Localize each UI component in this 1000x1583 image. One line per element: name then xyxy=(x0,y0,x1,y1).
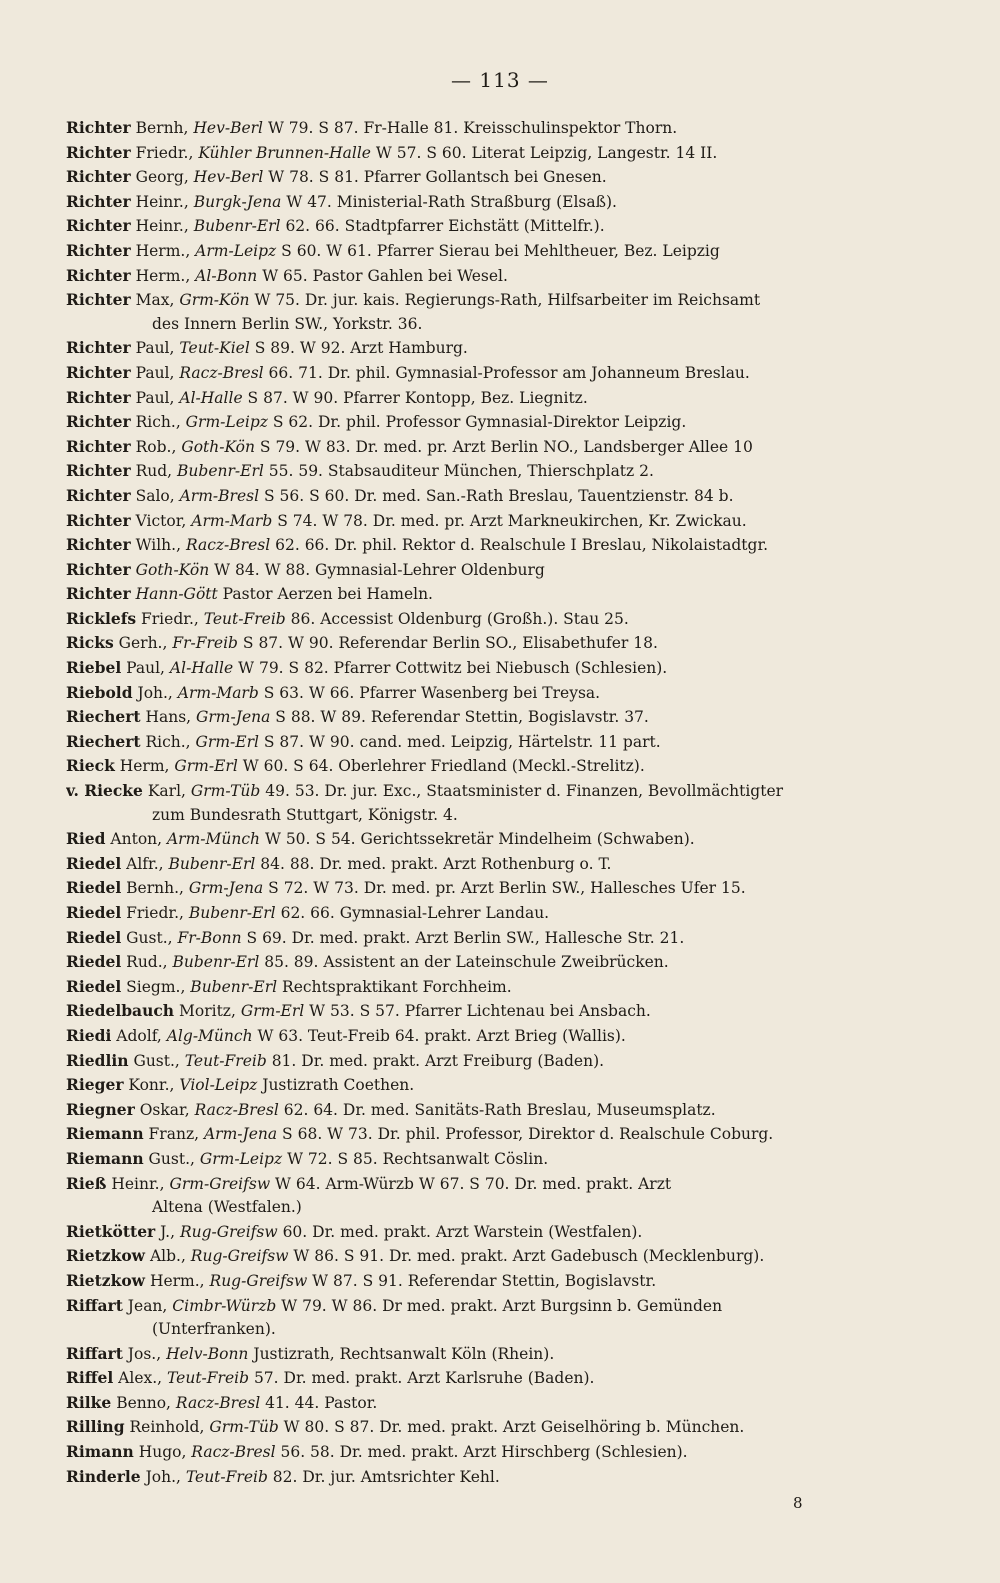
entry-corps: Hann-Gött xyxy=(130,585,218,604)
entry-corps: Rug-Greifsw xyxy=(204,1271,308,1290)
entry-given-name: Reinhold, xyxy=(124,1418,205,1437)
entry-given-name: Herm., xyxy=(130,241,191,260)
entry-name: Richter xyxy=(66,485,131,505)
list-item xyxy=(66,1391,926,1416)
entry-corps: Al-Bonn xyxy=(190,266,258,285)
entry-name: Riffart xyxy=(66,1343,123,1363)
list-item xyxy=(66,1220,926,1245)
entry-corps: Grm-Kön xyxy=(174,291,250,310)
entry-details: W 47. Ministerial-Rath Straßburg (Elsaß). xyxy=(281,192,617,211)
entry-given-name: Rich., xyxy=(130,413,181,432)
entry-name: Riedel xyxy=(66,853,122,873)
entry-details: S 87. W 90. Pfarrer Kontopp, Bez. Liegnitz. xyxy=(242,388,588,407)
entry-details: Rechtspraktikant Forchheim. xyxy=(277,977,512,996)
entry-details: W 79. S 87. Fr-Halle 81. Kreisschulinspektor Thorn. xyxy=(263,119,678,137)
entry-corps: Teut-Freib xyxy=(198,609,286,628)
entry-name: Riffart xyxy=(66,1295,123,1315)
entry-details: 62. 64. Dr. med. Sanitäts-Rath Breslau, Museumsplatz. xyxy=(278,1100,716,1119)
entry-given-name: Rud, xyxy=(130,462,173,481)
list-item xyxy=(66,1073,926,1098)
entry-corps: Arm-Marb xyxy=(186,511,273,530)
entry-name: Ricks xyxy=(66,633,114,653)
entry-name: Riedel xyxy=(66,927,122,947)
entry-given-name: Friedr., xyxy=(121,904,184,922)
entry-name: Richter xyxy=(66,387,131,407)
entry-corps: Racz-Bresl xyxy=(181,536,271,555)
entry-continuation: zum Bundesrath Stuttgart, Königstr. 4. xyxy=(152,805,458,824)
entry-details: W 64. Arm-Würzb W 67. S 70. Dr. med. prakt. Arzt xyxy=(270,1174,672,1193)
entry-given-name: Gust., xyxy=(121,928,173,947)
entry-name: Rietzkow xyxy=(66,1270,146,1290)
list-item xyxy=(66,141,926,166)
entry-corps: Kühler Brunnen-Halle xyxy=(193,143,371,162)
entry-corps: Viol-Leipz xyxy=(174,1076,258,1095)
entry-details: W 60. S 64. Oberlehrer Friedland (Meckl.-Strelitz). xyxy=(237,757,645,776)
entry-given-name: Adolf, xyxy=(111,1026,162,1045)
list-item xyxy=(66,1440,926,1465)
entry-details: Justizrath Coethen. xyxy=(257,1076,415,1095)
list-item xyxy=(66,435,926,460)
entry-name: Riedel xyxy=(66,976,122,996)
entry-details: 60. Dr. med. prakt. Arzt Warstein (Westfalen). xyxy=(277,1222,643,1241)
entry-given-name: Gust., xyxy=(128,1051,180,1070)
entry-given-name: Rud., xyxy=(121,953,168,972)
list-item xyxy=(66,190,926,215)
entry-corps: Bubenr-Erl xyxy=(167,953,260,972)
signature-mark: 8 xyxy=(793,1494,803,1512)
entry-corps: Grm-Jena xyxy=(183,879,264,898)
entry-corps: Bubenr-Erl xyxy=(188,217,281,236)
entry-given-name: Hugo, xyxy=(133,1443,187,1462)
entry-details: S 60. W 61. Pfarrer Sierau bei Mehltheuer, Bez. Leipzig xyxy=(276,241,720,260)
page-number: — 113 — xyxy=(451,68,549,92)
entry-corps: Racz-Bresl xyxy=(189,1100,279,1119)
list-item xyxy=(66,656,926,681)
entry-given-name: Heinr., xyxy=(106,1174,165,1193)
entry-corps: Racz-Bresl xyxy=(174,363,264,382)
entry-details: W 80. S 87. Dr. med. prakt. Arzt Geiselhöring b. München. xyxy=(278,1418,745,1437)
entry-name: Riechert xyxy=(66,707,141,727)
entry-given-name: Jean, xyxy=(122,1296,168,1315)
entry-details: 82. Dr. jur. Amtsrichter Kehl. xyxy=(267,1467,500,1486)
entry-corps: Grm-Greifsw xyxy=(164,1174,271,1193)
entry-given-name: Max, xyxy=(130,291,175,310)
entry-details: S 89. W 92. Arzt Hamburg. xyxy=(249,339,468,358)
entry-details: W 50. S 54. Gerichtssekretär Mindelheim (Schwaben). xyxy=(260,830,695,849)
entry-name: Ried xyxy=(66,829,106,849)
entry-corps: Cimbr-Würzb xyxy=(167,1296,277,1315)
entry-given-name: Siegm., xyxy=(121,977,186,996)
entry-corps: Goth-Kön xyxy=(130,560,210,579)
entry-corps: Racz-Bresl xyxy=(186,1443,276,1462)
entry-details: S 79. W 83. Dr. med. pr. Arzt Berlin NO., Landsberger Allee 10 xyxy=(254,437,753,456)
entry-name: Richter xyxy=(66,535,131,555)
entry-corps: Arm-Jena xyxy=(199,1125,278,1144)
entry-given-name: Oskar, xyxy=(134,1100,190,1119)
list-item xyxy=(66,1147,926,1172)
list-item xyxy=(66,558,926,583)
entry-given-name: Friedr., xyxy=(136,609,199,628)
entry-details: S 87. W 90. cand. med. Leipzig, Härtelstr. 11 part. xyxy=(258,732,661,751)
entry-corps: Racz-Bresl xyxy=(170,1393,261,1412)
entry-given-name: Hans, xyxy=(140,708,192,727)
list-item xyxy=(66,1024,926,1049)
entry-given-name: Georg, xyxy=(130,168,189,187)
list-item xyxy=(66,950,926,975)
entry-details: 49. 53. Dr. jur. Exc., Staatsminister d. Finanzen, Bevollmächtigter xyxy=(260,782,784,801)
list-item xyxy=(66,1098,926,1123)
entry-name: Richter xyxy=(66,167,131,187)
entry-name: Rimann xyxy=(66,1442,134,1462)
entry-given-name: Moritz, xyxy=(174,1002,236,1021)
entry-corps: Arm-Münch xyxy=(162,830,261,849)
entry-corps: Hev-Berl xyxy=(188,168,264,187)
entry-details: 81. Dr. med. prakt. Arzt Freiburg (Baden). xyxy=(266,1051,605,1070)
entry-given-name: Heinr., xyxy=(130,192,189,211)
entry-name: Rieger xyxy=(66,1075,124,1095)
list-item xyxy=(66,533,926,558)
entry-name: Riedlin xyxy=(66,1050,129,1070)
list-item xyxy=(66,386,926,411)
entry-corps: Teut-Freib xyxy=(180,1467,268,1486)
entry-given-name: Paul, xyxy=(130,363,175,382)
entry-details: W 86. S 91. Dr. med. prakt. Arzt Gadebusch (Mecklenburg). xyxy=(288,1247,765,1266)
entry-details: 62. 66. Stadtpfarrer Eichstätt (Mittelfr.). xyxy=(280,217,605,236)
entry-corps: Bubenr-Erl xyxy=(172,462,264,481)
entry-given-name: Gerh., xyxy=(113,634,168,653)
entry-given-name: Jos., xyxy=(122,1344,162,1363)
entry-given-name: Alb., xyxy=(145,1247,186,1266)
entry-details: 41. 44. Pastor. xyxy=(260,1393,378,1412)
entry-details: W 53. S 57. Pfarrer Lichtenau bei Ansbach. xyxy=(304,1002,651,1021)
entry-corps: Arm-Bresl xyxy=(174,486,260,505)
list-item xyxy=(66,901,926,926)
entry-corps: Teut-Freib xyxy=(179,1051,267,1070)
entry-details: 57. Dr. med. prakt. Arzt Karlsruhe (Baden). xyxy=(249,1369,595,1388)
list-item xyxy=(66,852,926,877)
entry-name: Richter xyxy=(66,118,131,137)
list-item xyxy=(66,336,926,361)
entry-continuation: des Innern Berlin SW., Yorkstr. 36. xyxy=(152,314,423,333)
entry-details: 84. 88. Dr. med. prakt. Arzt Rothenburg o. T. xyxy=(255,854,612,873)
entry-corps: Teut-Kiel xyxy=(174,339,250,358)
entry-continuation: Altena (Westfalen.) xyxy=(152,1198,302,1217)
entry-given-name: Herm, xyxy=(114,757,170,776)
entry-given-name: Herm., xyxy=(145,1271,205,1290)
entry-corps: Grm-Erl xyxy=(190,732,259,751)
list-item xyxy=(66,1122,926,1147)
entry-name: Rinderle xyxy=(66,1466,141,1486)
list-item xyxy=(66,730,926,755)
entry-corps: Fr-Bonn xyxy=(172,928,242,947)
entry-given-name: Konr., xyxy=(123,1076,175,1095)
entry-name: Riebold xyxy=(66,682,133,702)
entry-given-name: Salo, xyxy=(130,486,175,505)
entry-given-name: Wilh., xyxy=(130,536,182,555)
entry-name: Rilke xyxy=(66,1392,112,1412)
list-item xyxy=(66,509,926,534)
entry-name: Riechert xyxy=(66,731,141,751)
list-item xyxy=(66,705,926,730)
entry-name: Richter xyxy=(66,142,131,162)
entry-details: S 87. W 90. Referendar Berlin SO., Elisabethufer 18. xyxy=(237,634,658,653)
list-item xyxy=(66,1342,926,1367)
entry-corps: Alg-Münch xyxy=(161,1026,253,1045)
list-item xyxy=(66,214,926,239)
list-item xyxy=(66,1366,926,1391)
entry-given-name: Herm., xyxy=(130,266,191,285)
list-item xyxy=(66,1172,926,1220)
entry-given-name: Bernh, xyxy=(130,119,189,137)
list-item xyxy=(66,116,926,141)
entry-corps: Al-Halle xyxy=(165,659,234,678)
list-item xyxy=(66,165,926,190)
entry-given-name: Bernh., xyxy=(121,879,184,898)
entry-given-name: Friedr., xyxy=(130,143,194,162)
entry-name: Richter xyxy=(66,265,131,285)
list-item xyxy=(66,410,926,435)
entry-name: Rilling xyxy=(66,1417,125,1437)
entry-details: 56. 58. Dr. med. prakt. Arzt Hirschberg (Schlesien). xyxy=(275,1443,688,1462)
entry-corps: Bubenr-Erl xyxy=(183,904,276,922)
list-item xyxy=(66,876,926,901)
list-item xyxy=(66,484,926,509)
entry-name: Riegner xyxy=(66,1099,135,1119)
entry-given-name: Heinr., xyxy=(130,217,189,236)
list-item xyxy=(66,754,926,779)
entry-details: W 79. W 86. Dr med. prakt. Arzt Burgsinn b. Gemünden xyxy=(276,1296,723,1315)
entry-details: 55. 59. Stabsauditeur München, Thierschplatz 2. xyxy=(263,462,654,481)
entry-name: Rietkötter xyxy=(66,1221,156,1241)
entry-continuation: (Unterfranken). xyxy=(152,1320,276,1339)
entry-details: 62. 66. Dr. phil. Rektor d. Realschule I Breslau, Nikolaistadtgr. xyxy=(270,536,769,555)
entry-corps: Rug-Greifsw xyxy=(185,1247,289,1266)
entry-corps: Grm-Erl xyxy=(235,1002,305,1021)
list-item xyxy=(66,607,926,632)
entry-given-name: Paul, xyxy=(130,388,175,407)
entry-corps: Burgk-Jena xyxy=(188,192,282,211)
entry-name: Richter xyxy=(66,240,131,260)
entry-name: Rietzkow xyxy=(66,1246,146,1266)
entry-details: S 62. Dr. phil. Professor Gymnasial-Direktor Leipzig. xyxy=(267,413,687,432)
list-item xyxy=(66,459,926,484)
entry-given-name: Joh., xyxy=(140,1467,181,1486)
entry-corps: Grm-Jena xyxy=(191,708,271,727)
list-item xyxy=(66,1269,926,1294)
entry-corps: Hev-Berl xyxy=(188,119,264,137)
entry-corps: Arm-Marb xyxy=(172,683,259,702)
entry-name: Riffel xyxy=(66,1368,114,1388)
entry-given-name: Paul, xyxy=(121,659,165,678)
entry-given-name: Gust., xyxy=(143,1149,195,1168)
entry-details: 66. 71. Dr. phil. Gymnasial-Professor am Johanneum Breslau. xyxy=(263,363,750,382)
list-item xyxy=(66,1049,926,1074)
entry-corps: Rug-Greifsw xyxy=(175,1222,278,1241)
entry-details: S 88. W 89. Referendar Stettin, Bogislavstr. 37. xyxy=(270,708,649,727)
list-item xyxy=(66,1294,926,1342)
entry-name: v. Riecke xyxy=(66,781,143,801)
entry-details: S 72. W 73. Dr. med. pr. Arzt Berlin SW., Hallesches Ufer 15. xyxy=(263,879,746,898)
entry-name: Richter xyxy=(66,510,131,530)
entry-details: W 87. S 91. Referendar Stettin, Bogislavstr. xyxy=(307,1271,657,1290)
entry-given-name: Anton, xyxy=(105,830,163,849)
entry-details: W 63. Teut-Freib 64. prakt. Arzt Brieg (Wallis). xyxy=(252,1026,626,1045)
entry-name: Richter xyxy=(66,216,131,236)
entry-corps: Goth-Kön xyxy=(176,437,255,456)
list-item xyxy=(66,239,926,264)
entry-name: Riemann xyxy=(66,1148,144,1168)
entry-corps: Bubenr-Erl xyxy=(163,854,256,873)
entry-corps: Grm-Tüb xyxy=(185,782,261,801)
entry-name: Rieck xyxy=(66,756,115,776)
entry-corps: Helv-Bonn xyxy=(161,1344,249,1363)
entry-corps: Grm-Tüb xyxy=(204,1418,279,1437)
entry-given-name: Benno, xyxy=(111,1393,171,1412)
entry-given-name: Joh., xyxy=(132,683,173,702)
list-item xyxy=(66,1244,926,1269)
entry-details: W 84. W 88. Gymnasial-Lehrer Oldenburg xyxy=(209,560,545,579)
entry-details: W 75. Dr. jur. kais. Regierungs-Rath, Hilfsarbeiter im Reichsamt xyxy=(249,291,761,310)
entry-name: Riedel xyxy=(66,878,122,898)
entry-given-name: Franz, xyxy=(143,1125,200,1144)
list-item xyxy=(66,779,926,827)
entry-name: Richter xyxy=(66,338,131,358)
entry-given-name: Victor, xyxy=(130,511,187,530)
list-item xyxy=(66,288,926,336)
entry-name: Riemann xyxy=(66,1124,144,1144)
entry-given-name: J., xyxy=(155,1222,176,1241)
entry-name: Richter xyxy=(66,412,131,432)
entry-details: S 69. Dr. med. prakt. Arzt Berlin SW., Hallesche Str. 21. xyxy=(241,928,685,947)
entry-name: Rieß xyxy=(66,1173,107,1193)
entry-corps: Fr-Freib xyxy=(167,634,238,653)
entry-given-name: Paul, xyxy=(130,339,175,358)
entry-given-name: Alex., xyxy=(113,1369,163,1388)
entry-corps: Teut-Freib xyxy=(162,1369,250,1388)
entry-corps: Grm-Leipz xyxy=(194,1149,283,1168)
entry-details: S 74. W 78. Dr. med. pr. Arzt Markneukirchen, Kr. Zwickau. xyxy=(272,511,747,530)
entry-given-name: Alfr., xyxy=(121,854,164,873)
entry-details: 86. Accessist Oldenburg (Großh.). Stau 25. xyxy=(285,609,629,628)
entry-details: W 78. S 81. Pfarrer Gollantsch bei Gnesen. xyxy=(263,168,607,187)
list-item xyxy=(66,926,926,951)
entry-name: Riedel xyxy=(66,952,122,972)
entry-name: Riedelbauch xyxy=(66,1001,175,1021)
list-item xyxy=(66,1465,926,1490)
entry-details: S 63. W 66. Pfarrer Wasenberg bei Treysa. xyxy=(258,683,601,702)
entry-given-name: Rich., xyxy=(140,732,191,751)
entry-name: Richter xyxy=(66,584,131,604)
entry-name: Richter xyxy=(66,290,131,310)
list-item xyxy=(66,264,926,289)
entry-name: Richter xyxy=(66,559,131,579)
list-item xyxy=(66,999,926,1024)
entry-details: W 72. S 85. Rechtsanwalt Cöslin. xyxy=(282,1149,549,1168)
list-item xyxy=(66,631,926,656)
entry-details: 85. 89. Assistent an der Lateinschule Zweibrücken. xyxy=(259,953,669,972)
entry-corps: Grm-Leipz xyxy=(180,413,268,432)
entry-details: S 68. W 73. Dr. phil. Professor, Direktor d. Realschule Coburg. xyxy=(277,1125,774,1144)
entry-name: Richter xyxy=(66,436,131,456)
list-item xyxy=(66,582,926,607)
entry-name: Richter xyxy=(66,191,131,211)
entry-name: Riebel xyxy=(66,658,122,678)
entry-details: W 65. Pastor Gahlen bei Wesel. xyxy=(257,266,508,285)
entry-name: Ricklefs xyxy=(66,608,137,628)
entry-details: Justizrath, Rechtsanwalt Köln (Rhein). xyxy=(248,1344,555,1363)
entry-corps: Bubenr-Erl xyxy=(185,977,278,996)
entry-name: Riedi xyxy=(66,1025,112,1045)
list-item xyxy=(66,827,926,852)
entry-details: W 57. S 60. Literat Leipzig, Langestr. 14 II. xyxy=(370,143,718,162)
entry-corps: Arm-Leipz xyxy=(190,241,277,260)
entry-name: Riedel xyxy=(66,903,122,922)
entry-details: S 56. S 60. Dr. med. San.-Rath Breslau, Tauentzienstr. 84 b. xyxy=(259,486,734,505)
entry-details: Pastor Aerzen bei Hameln. xyxy=(217,585,433,604)
list-item xyxy=(66,975,926,1000)
entry-name: Richter xyxy=(66,362,131,382)
entry-given-name: Karl, xyxy=(142,782,186,801)
entry-corps: Grm-Erl xyxy=(169,757,238,776)
entry-details: W 79. S 82. Pfarrer Cottwitz bei Niebusch (Schlesien). xyxy=(233,659,668,678)
entry-name: Richter xyxy=(66,461,131,481)
list-item xyxy=(66,361,926,386)
entry-details: 62. 66. Gymnasial-Lehrer Landau. xyxy=(275,904,550,922)
list-item xyxy=(66,1415,926,1440)
entry-list xyxy=(66,116,926,1489)
entry-given-name: Rob., xyxy=(130,437,177,456)
entry-corps: Al-Halle xyxy=(174,388,243,407)
list-item xyxy=(66,681,926,706)
